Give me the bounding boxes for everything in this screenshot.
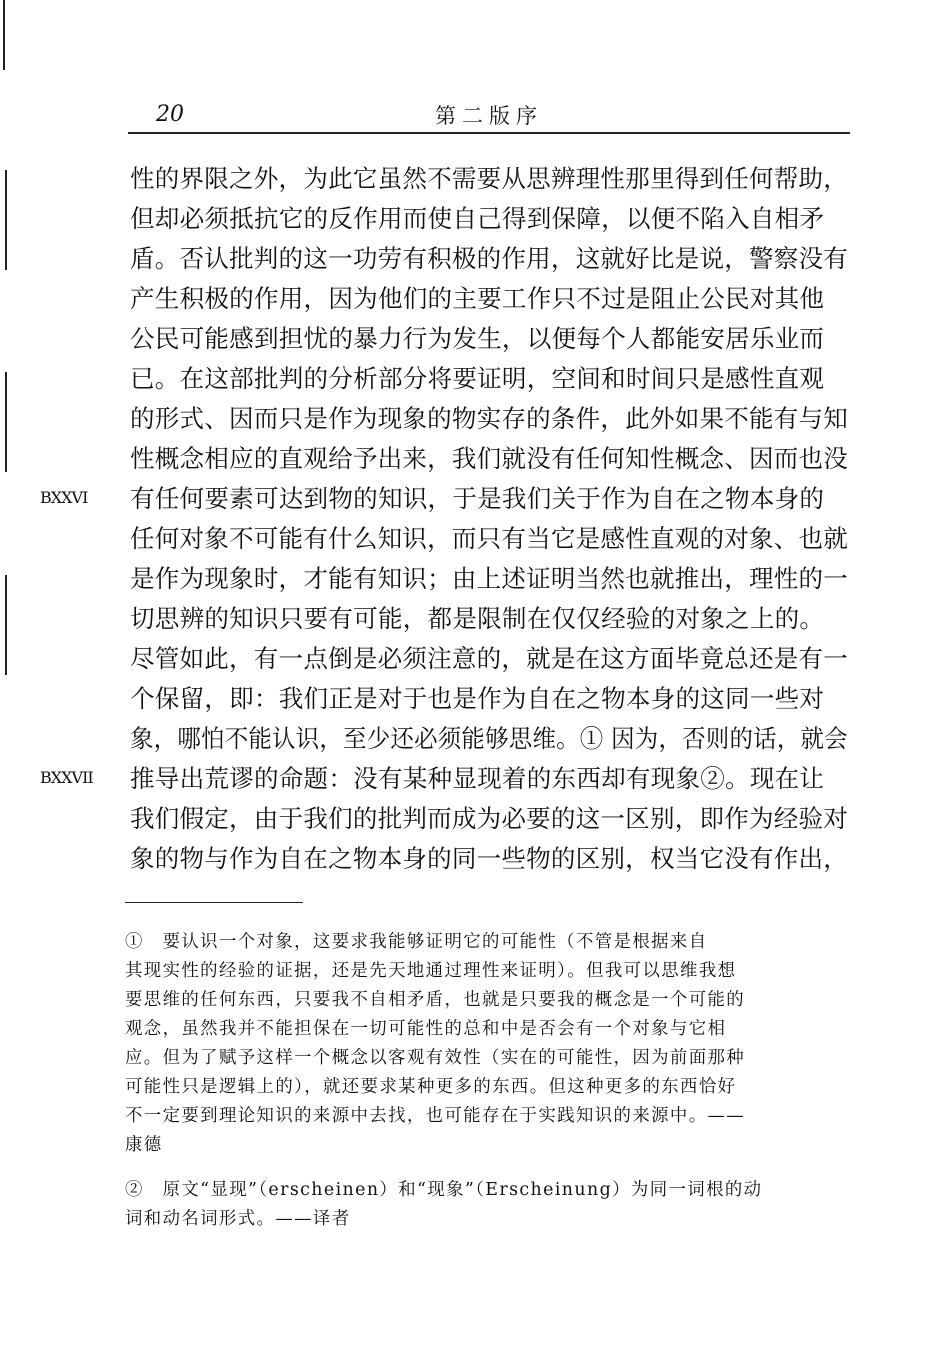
body-line: 尽管如此，有一点倒是必须注意的，就是在这方面毕竟总还是有一 [130, 644, 849, 673]
body-line: 已。在这部批判的分析部分将要证明，空间和时间只是感性直观 [130, 364, 825, 393]
body-line: 盾。否认批判的这一功劳有积极的作用，这就好比是说，警察没有 [130, 244, 849, 273]
body-line: 有任何要素可达到物的知识，于是我们关于作为自在之物本身的 [130, 484, 825, 513]
margin-reference: BXXVI [40, 488, 88, 507]
page-number: 20 [156, 102, 184, 127]
body-line: 是作为现象时，才能有知识；由上述证明当然也就推出，理性的一 [130, 564, 849, 593]
footnote-line: 可能性只是逻辑上的），就还要求某种更多的东西。但这种更多的东西恰好 [125, 1077, 737, 1097]
footnote-line: 不一定要到理论知识的来源中去找，也可能存在于实践知识的来源中。—— [125, 1106, 746, 1126]
body-line: 象，哪怕不能认识，至少还必须能够思维。① 因为，否则的话，就会 [130, 724, 848, 753]
body-line: 我们假定，由于我们的批判而成为必要的这一区别，即作为经验对 [130, 804, 849, 833]
footnote-line: ② 原文“显现”（erscheinen）和“现象”（Erscheinung）为同一词根的动 [125, 1180, 763, 1200]
body-line: 产生积极的作用，因为他们的主要工作只不过是阻止公民对其他 [130, 284, 825, 313]
body-line: 个保留，即：我们正是对于也是作为自在之物本身的这同一些对 [130, 684, 825, 713]
body-line: 性概念相应的直观给予出来，我们就没有任何知性概念、因而也没 [130, 444, 849, 473]
scan-edge-mark [5, 372, 7, 472]
footnote-rule [125, 902, 303, 903]
footnote-line: 康德 [125, 1135, 163, 1155]
footnote-line: 应。但为了赋予这样一个概念以客观有效性（实在的可能性，因为前面那种 [125, 1048, 746, 1068]
body-line: 公民可能感到担忧的暴力行为发生，以便每个人都能安居乐业而 [130, 324, 825, 353]
footnote-line: 观念，虽然我并不能担保在一切可能性的总和中是否会有一个对象与它相 [125, 1019, 727, 1039]
scan-edge-mark [5, 170, 7, 270]
scan-edge-mark [5, 575, 7, 675]
body-line: 但却必须抵抗它的反作用而使自己得到保障，以便不陷入自相矛 [130, 204, 825, 233]
running-title: 第二版序 [435, 104, 543, 128]
page-header [128, 96, 850, 134]
footnote-line: ① 要认识一个对象，这要求我能够证明它的可能性（不管是根据来自 [125, 932, 708, 952]
body-line: 象的物与作为自在之物本身的同一些物的区别，权当它没有作出， [130, 844, 849, 873]
body-line: 性的界限之外，为此它虽然不需要从思辨理性那里得到任何帮助， [130, 164, 849, 193]
footnote-line: 词和动名词形式。——译者 [125, 1209, 351, 1229]
body-line: 任何对象不可能有什么知识，而只有当它是感性直观的对象、也就 [130, 524, 849, 553]
margin-reference: BXXVII [40, 768, 93, 787]
footnote-line: 其现实性的经验的证据，还是先天地通过理性来证明）。但我可以思维我想 [125, 961, 737, 981]
body-line: 推导出荒谬的命题：没有某种显现着的东西却有现象②。现在让 [130, 764, 825, 793]
body-line: 的形式、因而只是作为现象的物实存的条件，此外如果不能有与知 [130, 404, 849, 433]
body-line: 切思辨的知识只要有可能，都是限制在仅仅经验的对象之上的。 [130, 604, 825, 633]
footnote-line: 要思维的任何东西，只要我不自相矛盾，也就是只要我的概念是一个可能的 [125, 990, 746, 1010]
scan-edge-mark [3, 0, 5, 70]
